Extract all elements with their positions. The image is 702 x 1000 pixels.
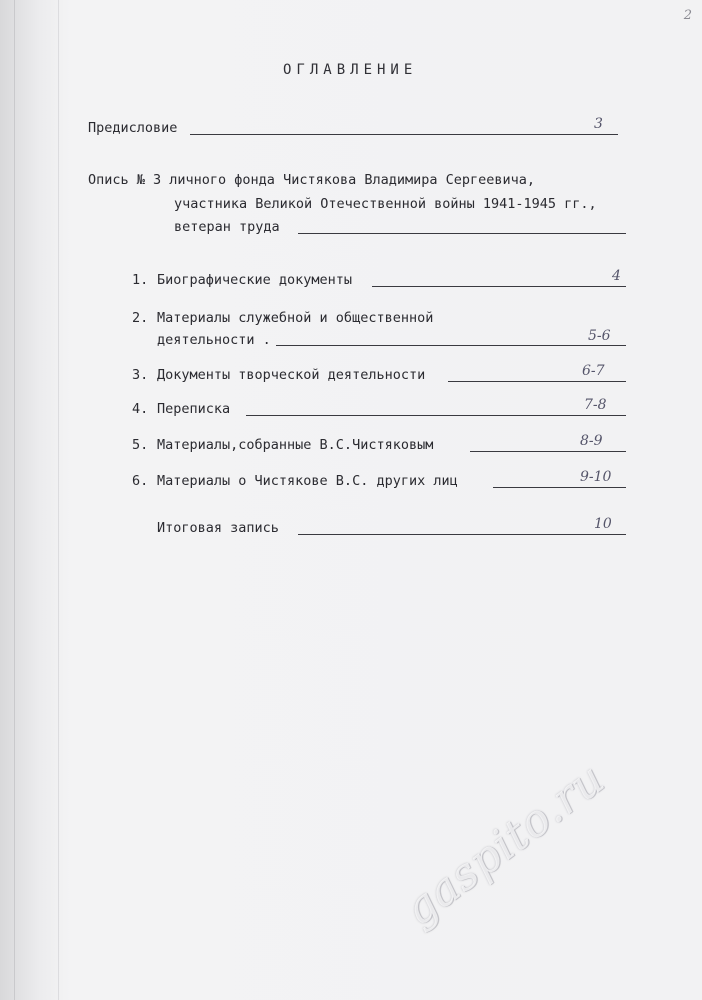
toc-leader-line	[298, 233, 626, 234]
toc-page-number: 8-9	[580, 433, 603, 449]
toc-leader-line	[276, 345, 626, 346]
toc-page-number: 10	[594, 516, 612, 532]
toc-leader-line	[448, 381, 626, 382]
toc-page-number: 4	[612, 268, 621, 284]
inventory-line: ветеран труда	[174, 219, 280, 235]
toc-entry-label: Итоговая запись	[157, 520, 279, 536]
toc-page-number: 3	[594, 116, 603, 132]
page-title: ОГЛАВЛЕНИЕ	[283, 62, 418, 78]
toc-leader-line	[493, 487, 626, 488]
toc-page-number: 5-6	[588, 328, 611, 344]
toc-entry-label: Биографические документы	[157, 272, 353, 288]
toc-leader-line	[298, 534, 626, 535]
section-number: 5.	[132, 437, 149, 453]
toc-entry-label: Материалы служебной и общественной	[157, 310, 434, 326]
toc-entry-label: деятельности .	[157, 332, 271, 348]
section-number: 3.	[132, 367, 149, 383]
section-number: 6.	[132, 473, 149, 489]
site-watermark: gaspito.ru	[395, 752, 615, 936]
section-number: 1.	[132, 272, 149, 288]
section-number: 2.	[132, 310, 149, 326]
section-number: 4.	[132, 401, 149, 417]
toc-entry-label: Материалы о Чистякове В.С. других лиц	[157, 473, 458, 489]
toc-entry-label: Переписка	[157, 401, 231, 417]
toc-leader-line	[246, 415, 626, 416]
inventory-line: участника Великой Отечественной войны 1941-1945 гг.,	[174, 196, 597, 212]
toc-page-number: 7-8	[584, 397, 607, 413]
toc-entry-label: Материалы,собранные В.С.Чистяковым	[157, 437, 434, 453]
toc-entry-label: Документы творческой деятельности	[157, 367, 426, 383]
page-fold-line	[58, 0, 59, 1000]
toc-page-number: 6-7	[582, 363, 605, 379]
inventory-line: Опись № 3 личного фонда Чистякова Владимира Сергеевича,	[88, 172, 536, 188]
toc-page-number: 9-10	[580, 469, 612, 485]
toc-leader-line	[190, 134, 618, 135]
toc-entry-label: Предисловие	[88, 120, 178, 136]
toc-leader-line	[372, 286, 626, 287]
archive-sheet-number: 2	[683, 8, 692, 23]
page-fold-line	[14, 0, 15, 1000]
toc-leader-line	[470, 451, 626, 452]
